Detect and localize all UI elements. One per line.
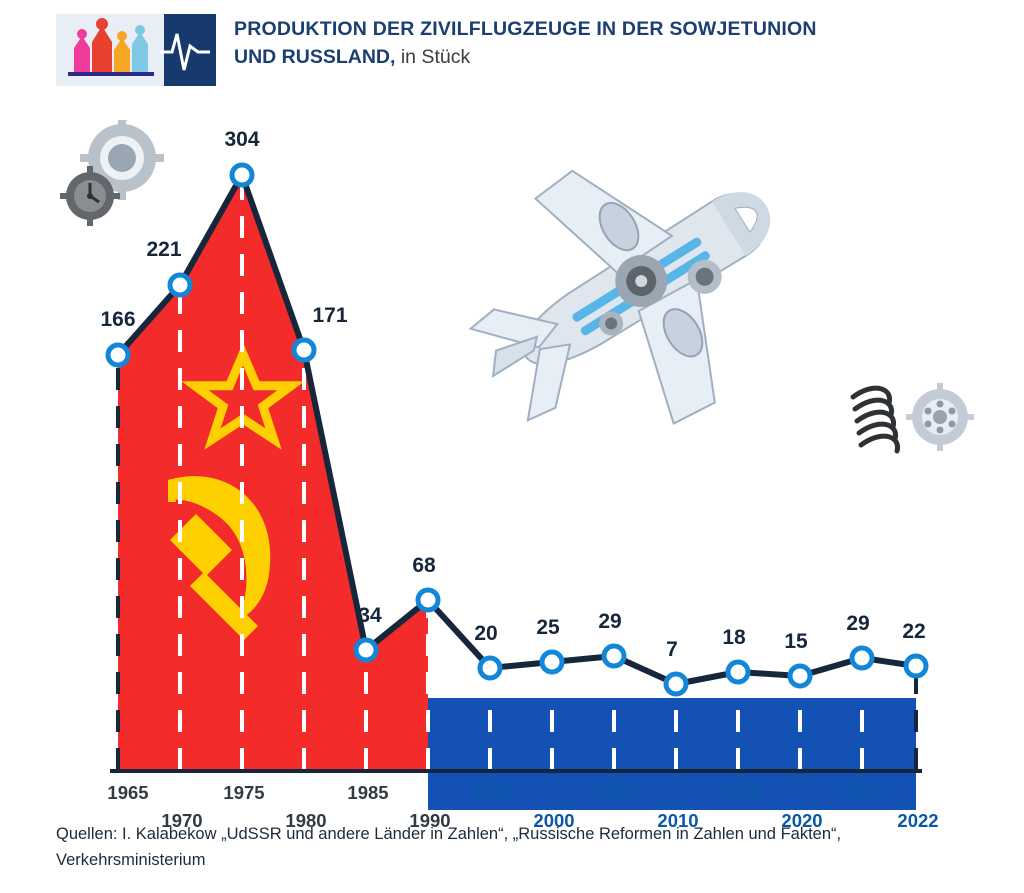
value-label-1965: 166 <box>100 308 136 331</box>
x-tick-2021: 2021 <box>843 782 885 803</box>
sources-note: Quellen: I. Kalabekow „UdSSR und andere Länder in Zahlen“, „Russische Reformen in Zahlen und Fakten“, Verkehrsministerium <box>56 825 842 869</box>
x-tick-2020: 2020 <box>781 810 823 831</box>
data-point-1980[interactable] <box>292 338 317 363</box>
value-label-1975: 304 <box>224 128 260 151</box>
x-tick-1985: 1985 <box>347 782 389 803</box>
x-tick-2000: 2000 <box>533 810 575 831</box>
title-line-2-bold: UND RUSSLAND, <box>234 45 396 68</box>
value-label-2022: 22 <box>902 620 926 643</box>
data-point-2010[interactable] <box>664 672 689 697</box>
x-tick-2022: 2022 <box>897 810 939 831</box>
data-point-2015[interactable] <box>726 660 751 685</box>
data-point-2000[interactable] <box>540 650 565 675</box>
value-label-1990: 68 <box>412 554 436 577</box>
page-title <box>234 14 817 71</box>
value-label-1995: 20 <box>474 622 498 645</box>
value-label-1970: 221 <box>146 238 182 261</box>
brand-logo <box>56 14 216 86</box>
data-point-1985[interactable] <box>354 638 379 663</box>
data-point-1965[interactable] <box>106 343 131 368</box>
title-line-1: PRODUKTION DER ZIVILFLUGZEUGE IN DER SOWJETUNION <box>234 18 817 40</box>
header <box>56 14 817 86</box>
value-label-1980: 171 <box>312 304 348 327</box>
value-label-2020: 15 <box>784 630 808 653</box>
data-point-2005[interactable] <box>602 644 627 669</box>
x-tick-2010: 2010 <box>657 810 699 831</box>
x-tick-2005: 2005 <box>595 782 637 803</box>
data-point-2022[interactable] <box>904 654 929 679</box>
chart <box>0 110 1024 831</box>
value-label-2005: 29 <box>598 610 622 633</box>
spring-and-gear-icon <box>845 375 975 465</box>
data-point-2020[interactable] <box>788 664 813 689</box>
x-tick-1970: 1970 <box>161 810 203 831</box>
value-label-2021: 29 <box>846 612 870 635</box>
x-tick-1980: 1980 <box>285 810 327 831</box>
x-tick-1975: 1975 <box>223 782 265 803</box>
value-label-2015: 18 <box>722 626 746 649</box>
title-line-2 <box>234 44 817 72</box>
x-tick-1990: 1990 <box>409 810 451 831</box>
data-point-2021[interactable] <box>850 646 875 671</box>
x-tick-2015: 2015 <box>719 782 761 803</box>
x-tick-1965: 1965 <box>107 782 149 803</box>
value-label-2000: 25 <box>536 616 560 639</box>
data-point-1995[interactable] <box>478 656 503 681</box>
title-line-2-rest: in Stück <box>395 45 471 68</box>
data-point-1990[interactable] <box>416 588 441 613</box>
data-point-1975[interactable] <box>230 163 255 188</box>
data-point-1970[interactable] <box>168 273 193 298</box>
gears-icon <box>60 120 180 230</box>
x-tick-1995: 1995 <box>471 782 513 803</box>
value-label-2010: 7 <box>666 638 678 661</box>
value-label-1985: 34 <box>358 604 382 627</box>
